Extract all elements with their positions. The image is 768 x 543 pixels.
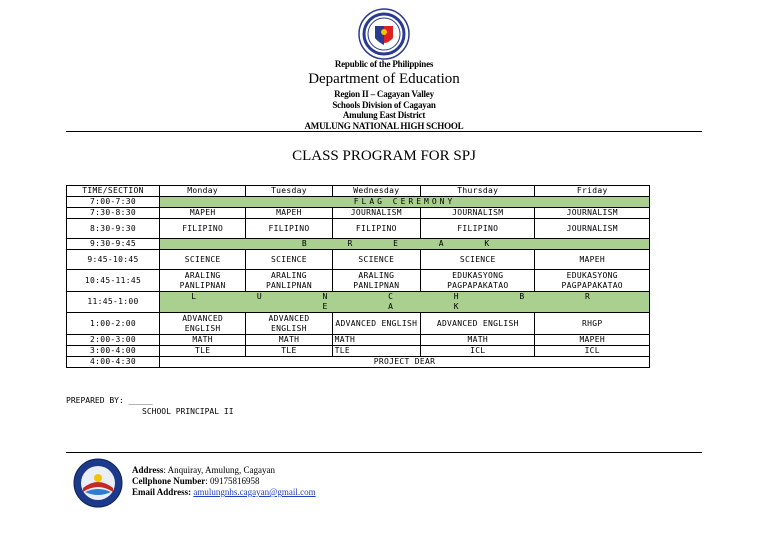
subject-cell: ADVANCED ENGLISH [160, 313, 246, 335]
time-cell: 9:45-10:45 [67, 250, 160, 270]
table-row [67, 346, 650, 357]
district-label: Amulung East District [342, 110, 426, 120]
table-row [67, 239, 650, 250]
column-header: Friday [535, 186, 650, 197]
subject-cell: TLE [160, 346, 246, 357]
time-cell: 4:00-4:30 [67, 357, 160, 368]
address-value: : Anquiray, Amulung, Cagayan [163, 465, 275, 475]
break-cell: B R E A K [160, 239, 650, 250]
header-divider [66, 131, 702, 132]
column-header: Tuesday [246, 186, 332, 197]
subject-cell: FILIPINO [246, 219, 332, 239]
time-cell: 10:45-11:45 [67, 270, 160, 292]
table-row [67, 335, 650, 346]
address-line [132, 465, 275, 475]
flag-ceremony-cell: FLAG CEREMONY [160, 197, 650, 208]
subject-cell: JOURNALISM [421, 208, 535, 219]
subject-cell: TLE [246, 346, 332, 357]
column-header: Wednesday [332, 186, 420, 197]
time-cell: 9:30-9:45 [67, 239, 160, 250]
subject-cell: ARALING PANLIPNAN [246, 270, 332, 292]
time-cell: 7:00-7:30 [67, 197, 160, 208]
column-header: Monday [160, 186, 246, 197]
table-row [67, 250, 650, 270]
subject-cell: JOURNALISM [535, 208, 650, 219]
table-row [67, 313, 650, 335]
republic-label: Republic of the Philippines [334, 59, 434, 69]
school-seal-icon [73, 458, 123, 508]
subject-cell: MATH [160, 335, 246, 346]
phone-line [132, 476, 260, 486]
email-link[interactable]: amulungnhs.cagayan@gmail.com [193, 487, 316, 497]
deped-seal-icon [358, 8, 410, 60]
subject-cell: JOURNALISM [332, 208, 420, 219]
time-cell: 8:30-9:30 [67, 219, 160, 239]
time-cell: 7:30-8:30 [67, 208, 160, 219]
subject-cell: RHGP [535, 313, 650, 335]
time-cell: 2:00-3:00 [67, 335, 160, 346]
subject-cell: EDUKASYONG PAGPAPAKATAO [421, 270, 535, 292]
subject-cell: SCIENCE [160, 250, 246, 270]
table-row [67, 197, 650, 208]
subject-cell: ARALING PANLIPNAN [160, 270, 246, 292]
subject-cell: ADVANCED ENGLISH [421, 313, 535, 335]
table-row [67, 208, 650, 219]
subject-cell: SCIENCE [246, 250, 332, 270]
subject-cell: SCIENCE [421, 250, 535, 270]
time-cell: 3:00-4:00 [67, 346, 160, 357]
phone-label: Cellphone Number [132, 476, 206, 486]
department-title: Department of Education [308, 71, 460, 87]
column-header: Thursday [421, 186, 535, 197]
project-dear-cell: PROJECT DEAR [160, 357, 650, 368]
subject-cell: FILIPINO [160, 219, 246, 239]
subject-cell: MAPEH [535, 250, 650, 270]
subject-cell: ICL [535, 346, 650, 357]
page-title: CLASS PROGRAM FOR SPJ [292, 148, 476, 164]
time-cell: 1:00-2:00 [67, 313, 160, 335]
subject-cell: ARALING PANLIPNAN [332, 270, 420, 292]
subject-cell: MAPEH [535, 335, 650, 346]
subject-cell: MAPEH [246, 208, 332, 219]
division-label: Schools Division of Cagayan [332, 100, 436, 110]
table-row [67, 357, 650, 368]
column-header: TIME/SECTION [67, 186, 160, 197]
subject-cell: MATH [246, 335, 332, 346]
phone-value: : 09175816958 [205, 476, 260, 486]
subject-cell: MATH [421, 335, 535, 346]
subject-cell: FILIPINO [332, 219, 420, 239]
footer-divider [66, 452, 702, 453]
subject-cell: ICL [421, 346, 535, 357]
subject-cell: SCIENCE [332, 250, 420, 270]
time-cell: 11:45-1:00 [67, 292, 160, 313]
subject-cell: MAPEH [160, 208, 246, 219]
class-schedule-table [66, 185, 650, 368]
table-row [67, 219, 650, 239]
subject-cell: MATH [332, 335, 420, 346]
table-header-row [67, 186, 650, 197]
email-line: Email Address: amulungnhs.cagayan@gmail.com [132, 487, 316, 497]
subject-cell: TLE [332, 346, 420, 357]
prepared-by-label: PREPARED BY: _____ [66, 396, 153, 405]
table-row [67, 292, 650, 313]
address-label: Address [132, 465, 164, 475]
subject-cell: EDUKASYONG PAGPAPAKATAO [535, 270, 650, 292]
subject-cell: FILIPINO [421, 219, 535, 239]
school-name: AMULUNG NATIONAL HIGH SCHOOL [304, 121, 464, 131]
subject-cell: ADVANCED ENGLISH [246, 313, 332, 335]
subject-cell: JOURNALISM [535, 219, 650, 239]
email-label: Email Address [132, 487, 189, 497]
lunch-break-cell: L U N C H B R E A K [160, 292, 650, 313]
table-row [67, 270, 650, 292]
subject-cell: ADVANCED ENGLISH [332, 313, 420, 335]
region-label: Region II – Cagayan Valley [334, 89, 434, 99]
principal-title: SCHOOL PRINCIPAL II [142, 407, 234, 416]
